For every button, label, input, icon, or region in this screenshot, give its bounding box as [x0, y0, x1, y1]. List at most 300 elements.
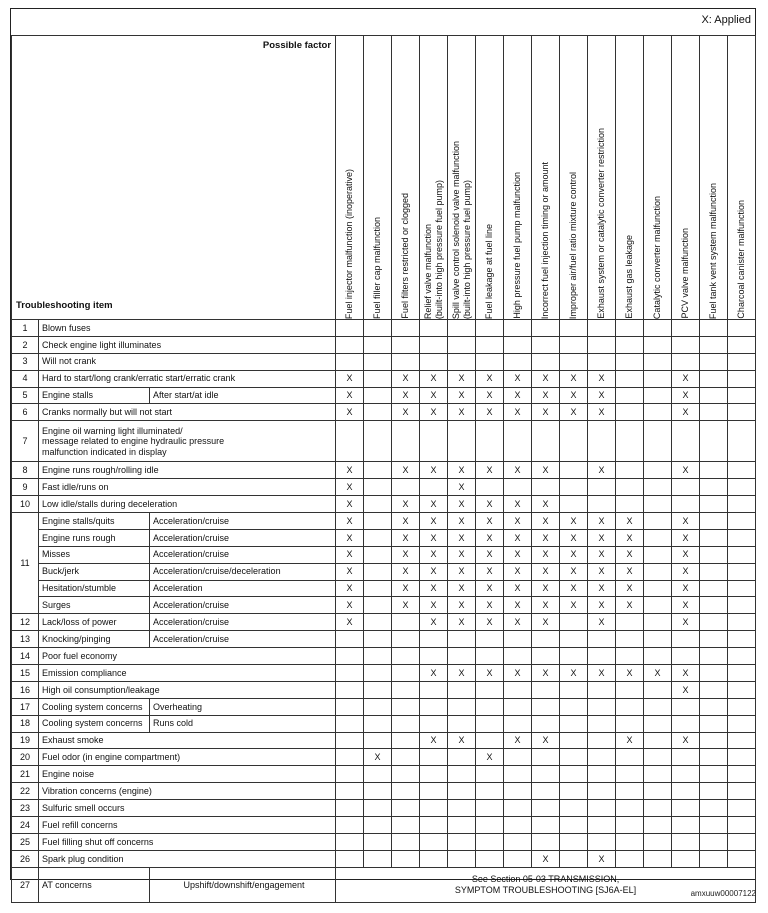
empty-cell	[588, 698, 616, 715]
empty-cell	[448, 698, 476, 715]
empty-cell	[420, 817, 448, 834]
row-number: 11	[12, 513, 39, 614]
applied-mark: X	[448, 462, 476, 479]
empty-cell	[616, 320, 644, 337]
applied-mark: X	[476, 563, 504, 580]
applied-mark: X	[476, 404, 504, 421]
table-row	[12, 715, 756, 732]
applied-mark: X	[420, 462, 448, 479]
empty-cell	[448, 421, 476, 462]
empty-cell	[672, 698, 700, 715]
empty-cell	[476, 681, 504, 698]
empty-cell	[644, 353, 672, 370]
empty-cell	[560, 631, 588, 648]
empty-cell	[392, 715, 420, 732]
empty-cell	[616, 462, 644, 479]
empty-cell	[616, 783, 644, 800]
applied-mark: X	[532, 529, 560, 546]
factor-label: Incorrect fuel injection timing or amount	[540, 161, 551, 319]
empty-cell	[532, 421, 560, 462]
empty-cell	[644, 614, 672, 631]
row-item: Surges	[39, 597, 150, 614]
empty-cell	[420, 681, 448, 698]
empty-cell	[392, 336, 420, 353]
empty-cell	[532, 800, 560, 817]
applied-mark: X	[476, 370, 504, 387]
legend-applied: X: Applied	[701, 14, 751, 26]
empty-cell	[532, 479, 560, 496]
row-number: 5	[12, 387, 39, 404]
empty-cell	[728, 732, 756, 749]
applied-mark: X	[504, 597, 532, 614]
empty-cell	[532, 681, 560, 698]
empty-cell	[700, 783, 728, 800]
applied-mark: X	[476, 614, 504, 631]
table-row	[12, 387, 756, 404]
row-number: 19	[12, 732, 39, 749]
applied-mark: X	[616, 513, 644, 530]
empty-cell	[392, 479, 420, 496]
empty-cell	[420, 353, 448, 370]
empty-cell	[700, 479, 728, 496]
factor-header	[392, 36, 420, 320]
empty-cell	[588, 479, 616, 496]
applied-mark: X	[336, 546, 364, 563]
empty-cell	[476, 732, 504, 749]
row-condition: Acceleration/cruise	[150, 513, 336, 530]
empty-cell	[616, 681, 644, 698]
row-condition: Runs cold	[150, 715, 336, 732]
applied-mark: X	[336, 496, 364, 513]
applied-mark: X	[420, 732, 448, 749]
empty-cell	[364, 563, 392, 580]
row-number: 13	[12, 631, 39, 648]
applied-mark: X	[504, 563, 532, 580]
empty-cell	[364, 496, 392, 513]
empty-cell	[448, 766, 476, 783]
empty-cell	[392, 631, 420, 648]
row-item: Misses	[39, 546, 150, 563]
applied-mark: X	[672, 563, 700, 580]
empty-cell	[728, 529, 756, 546]
empty-cell	[364, 529, 392, 546]
empty-cell	[392, 614, 420, 631]
empty-cell	[616, 834, 644, 851]
empty-cell	[700, 681, 728, 698]
empty-cell	[364, 850, 392, 867]
row-item: Fuel odor (in engine compartment)	[39, 749, 336, 766]
table-row	[12, 631, 756, 648]
row-item: AT concerns	[39, 867, 150, 902]
row-number: 2	[12, 336, 39, 353]
applied-mark: X	[672, 546, 700, 563]
row-number: 4	[12, 370, 39, 387]
applied-mark: X	[588, 546, 616, 563]
empty-cell	[364, 732, 392, 749]
table-row	[12, 580, 756, 597]
factor-header	[364, 36, 392, 320]
empty-cell	[588, 320, 616, 337]
applied-mark: X	[532, 580, 560, 597]
empty-cell	[560, 353, 588, 370]
table-row	[12, 597, 756, 614]
applied-mark: X	[616, 580, 644, 597]
empty-cell	[728, 631, 756, 648]
row-item: Cooling system concerns	[39, 698, 150, 715]
row-item: Engine runs rough	[39, 529, 150, 546]
row-number: 14	[12, 648, 39, 665]
empty-cell	[588, 766, 616, 783]
empty-cell	[644, 698, 672, 715]
row-item: Lack/loss of power	[39, 614, 150, 631]
empty-cell	[420, 749, 448, 766]
empty-cell	[532, 320, 560, 337]
empty-cell	[728, 353, 756, 370]
empty-cell	[588, 681, 616, 698]
empty-cell	[364, 546, 392, 563]
applied-mark: X	[616, 563, 644, 580]
applied-mark: X	[448, 597, 476, 614]
empty-cell	[448, 648, 476, 665]
row-number: 8	[12, 462, 39, 479]
table-row	[12, 850, 756, 867]
empty-cell	[728, 496, 756, 513]
empty-cell	[728, 614, 756, 631]
factor-label: Exhaust gas leakage	[624, 235, 635, 319]
empty-cell	[700, 546, 728, 563]
empty-cell	[560, 850, 588, 867]
empty-cell	[476, 698, 504, 715]
applied-mark: X	[588, 614, 616, 631]
empty-cell	[560, 749, 588, 766]
row-condition: Acceleration	[150, 580, 336, 597]
empty-cell	[728, 563, 756, 580]
row-condition: Overheating	[150, 698, 336, 715]
empty-cell	[644, 529, 672, 546]
empty-cell	[532, 783, 560, 800]
empty-cell	[644, 320, 672, 337]
empty-cell	[504, 800, 532, 817]
row-item: Blown fuses	[39, 320, 336, 337]
empty-cell	[588, 353, 616, 370]
empty-cell	[364, 479, 392, 496]
applied-mark: X	[504, 462, 532, 479]
empty-cell	[504, 698, 532, 715]
empty-cell	[588, 834, 616, 851]
empty-cell	[644, 563, 672, 580]
applied-mark: X	[504, 580, 532, 597]
empty-cell	[476, 631, 504, 648]
applied-mark: X	[364, 749, 392, 766]
applied-mark: X	[420, 529, 448, 546]
row-item: Vibration concerns (engine)	[39, 783, 336, 800]
empty-cell	[336, 800, 364, 817]
table-row	[12, 766, 756, 783]
applied-mark: X	[560, 404, 588, 421]
empty-cell	[616, 850, 644, 867]
troubleshooting-item-label: Troubleshooting item	[16, 300, 113, 311]
empty-cell	[504, 479, 532, 496]
empty-cell	[616, 631, 644, 648]
empty-cell	[588, 421, 616, 462]
empty-cell	[448, 631, 476, 648]
applied-mark: X	[588, 462, 616, 479]
applied-mark: X	[336, 479, 364, 496]
empty-cell	[700, 665, 728, 682]
empty-cell	[672, 850, 700, 867]
empty-cell	[476, 421, 504, 462]
image-code: amxuuw00007122	[690, 889, 756, 898]
empty-cell	[504, 320, 532, 337]
empty-cell	[672, 320, 700, 337]
applied-mark: X	[504, 513, 532, 530]
empty-cell	[560, 817, 588, 834]
table-row	[12, 834, 756, 851]
empty-cell	[728, 766, 756, 783]
empty-cell	[420, 698, 448, 715]
applied-mark: X	[392, 513, 420, 530]
empty-cell	[672, 817, 700, 834]
applied-mark: X	[504, 404, 532, 421]
row-item: Engine runs rough/rolling idle	[39, 462, 336, 479]
applied-mark: X	[420, 580, 448, 597]
applied-mark: X	[532, 404, 560, 421]
empty-cell	[420, 648, 448, 665]
applied-mark: X	[560, 597, 588, 614]
empty-cell	[364, 698, 392, 715]
applied-mark: X	[588, 665, 616, 682]
applied-mark: X	[672, 665, 700, 682]
applied-mark: X	[588, 563, 616, 580]
empty-cell	[420, 479, 448, 496]
table-row	[12, 421, 756, 462]
empty-cell	[504, 783, 532, 800]
empty-cell	[364, 766, 392, 783]
row-condition: Acceleration/cruise	[150, 529, 336, 546]
factor-label: Improper air/fuel ratio mixture control	[568, 171, 579, 319]
table-row	[12, 817, 756, 834]
empty-cell	[336, 698, 364, 715]
factor-header	[476, 36, 504, 320]
applied-mark: X	[588, 580, 616, 597]
applied-mark: X	[672, 529, 700, 546]
applied-mark: X	[476, 496, 504, 513]
applied-mark: X	[336, 580, 364, 597]
row-number: 21	[12, 766, 39, 783]
empty-cell	[700, 462, 728, 479]
table-row	[12, 320, 756, 337]
empty-cell	[560, 479, 588, 496]
empty-cell	[448, 834, 476, 851]
row-item: Fuel filling shut off concerns	[39, 834, 336, 851]
empty-cell	[532, 766, 560, 783]
table-row	[12, 546, 756, 563]
empty-cell	[588, 817, 616, 834]
empty-cell	[476, 353, 504, 370]
empty-cell	[448, 715, 476, 732]
row-number: 15	[12, 665, 39, 682]
empty-cell	[504, 648, 532, 665]
empty-cell	[672, 479, 700, 496]
empty-cell	[700, 766, 728, 783]
empty-cell	[392, 766, 420, 783]
empty-cell	[560, 681, 588, 698]
empty-cell	[392, 783, 420, 800]
empty-cell	[728, 336, 756, 353]
applied-mark: X	[420, 597, 448, 614]
empty-cell	[420, 850, 448, 867]
table-row	[12, 698, 756, 715]
applied-mark: X	[420, 404, 448, 421]
empty-cell	[336, 421, 364, 462]
factor-label: Spill valve control solenoid valve malfunction (built-into high pressure fuel pump)	[450, 140, 472, 319]
empty-cell	[644, 631, 672, 648]
empty-cell	[700, 597, 728, 614]
row-number: 7	[12, 421, 39, 462]
empty-cell	[588, 496, 616, 513]
empty-cell	[364, 387, 392, 404]
empty-cell	[644, 496, 672, 513]
empty-cell	[532, 336, 560, 353]
empty-cell	[392, 749, 420, 766]
applied-mark: X	[476, 387, 504, 404]
empty-cell	[616, 336, 644, 353]
empty-cell	[588, 783, 616, 800]
applied-mark: X	[532, 513, 560, 530]
row-number: 3	[12, 353, 39, 370]
applied-mark: X	[532, 850, 560, 867]
empty-cell	[672, 800, 700, 817]
empty-cell	[364, 404, 392, 421]
row-number: 1	[12, 320, 39, 337]
empty-cell	[504, 681, 532, 698]
applied-mark: X	[644, 665, 672, 682]
applied-mark: X	[336, 387, 364, 404]
empty-cell	[728, 421, 756, 462]
applied-mark: X	[476, 529, 504, 546]
empty-cell	[616, 766, 644, 783]
applied-mark: X	[672, 580, 700, 597]
empty-cell	[672, 749, 700, 766]
applied-mark: X	[476, 462, 504, 479]
empty-cell	[644, 404, 672, 421]
empty-cell	[700, 513, 728, 530]
applied-mark: X	[672, 732, 700, 749]
empty-cell	[672, 715, 700, 732]
applied-mark: X	[532, 563, 560, 580]
empty-cell	[336, 320, 364, 337]
table-row	[12, 614, 756, 631]
applied-mark: X	[588, 850, 616, 867]
empty-cell	[532, 353, 560, 370]
table-row	[12, 529, 756, 546]
empty-cell	[672, 766, 700, 783]
applied-mark: X	[420, 563, 448, 580]
applied-mark: X	[532, 665, 560, 682]
table-row	[12, 404, 756, 421]
empty-cell	[448, 783, 476, 800]
applied-mark: X	[588, 404, 616, 421]
row-number: 22	[12, 783, 39, 800]
empty-cell	[728, 597, 756, 614]
empty-cell	[504, 336, 532, 353]
empty-cell	[700, 817, 728, 834]
empty-cell	[504, 766, 532, 783]
empty-cell	[644, 546, 672, 563]
empty-cell	[476, 850, 504, 867]
empty-cell	[700, 320, 728, 337]
empty-cell	[728, 665, 756, 682]
applied-mark: X	[588, 387, 616, 404]
empty-cell	[560, 783, 588, 800]
factor-label: Fuel leakage at fuel line	[484, 223, 495, 319]
empty-cell	[560, 421, 588, 462]
table-row	[12, 681, 756, 698]
row-item: High oil consumption/leakage	[39, 681, 336, 698]
empty-cell	[504, 850, 532, 867]
row-item: Knocking/pinging	[39, 631, 150, 648]
applied-mark: X	[448, 546, 476, 563]
empty-cell	[420, 631, 448, 648]
empty-cell	[588, 749, 616, 766]
empty-cell	[560, 800, 588, 817]
empty-cell	[364, 370, 392, 387]
row-item: Emission compliance	[39, 665, 336, 682]
empty-cell	[364, 631, 392, 648]
empty-cell	[504, 834, 532, 851]
empty-cell	[728, 817, 756, 834]
row-number: 25	[12, 834, 39, 851]
applied-mark: X	[672, 614, 700, 631]
empty-cell	[504, 631, 532, 648]
empty-cell	[560, 320, 588, 337]
empty-cell	[336, 732, 364, 749]
empty-cell	[420, 421, 448, 462]
factor-header	[448, 36, 476, 320]
empty-cell	[644, 834, 672, 851]
row-item: Engine stalls/quits	[39, 513, 150, 530]
empty-cell	[700, 336, 728, 353]
row-number: 10	[12, 496, 39, 513]
applied-mark: X	[420, 665, 448, 682]
factor-header	[616, 36, 644, 320]
empty-cell	[560, 715, 588, 732]
row-number: 16	[12, 681, 39, 698]
empty-cell	[700, 648, 728, 665]
empty-cell	[364, 715, 392, 732]
applied-mark: X	[336, 404, 364, 421]
empty-cell	[336, 783, 364, 800]
empty-cell	[644, 370, 672, 387]
applied-mark: X	[448, 580, 476, 597]
empty-cell	[392, 421, 420, 462]
applied-mark: X	[616, 732, 644, 749]
applied-mark: X	[392, 546, 420, 563]
empty-cell	[560, 614, 588, 631]
empty-cell	[644, 715, 672, 732]
empty-cell	[392, 834, 420, 851]
factor-header	[700, 36, 728, 320]
empty-cell	[532, 749, 560, 766]
applied-mark: X	[476, 749, 504, 766]
table-row	[12, 732, 756, 749]
empty-cell	[364, 665, 392, 682]
empty-cell	[336, 648, 364, 665]
applied-mark: X	[588, 597, 616, 614]
row-condition: Acceleration/cruise	[150, 614, 336, 631]
factor-label: Relief valve malfunction (built-into high pressure fuel pump)	[422, 179, 444, 319]
row-item: Fuel refill concerns	[39, 817, 336, 834]
